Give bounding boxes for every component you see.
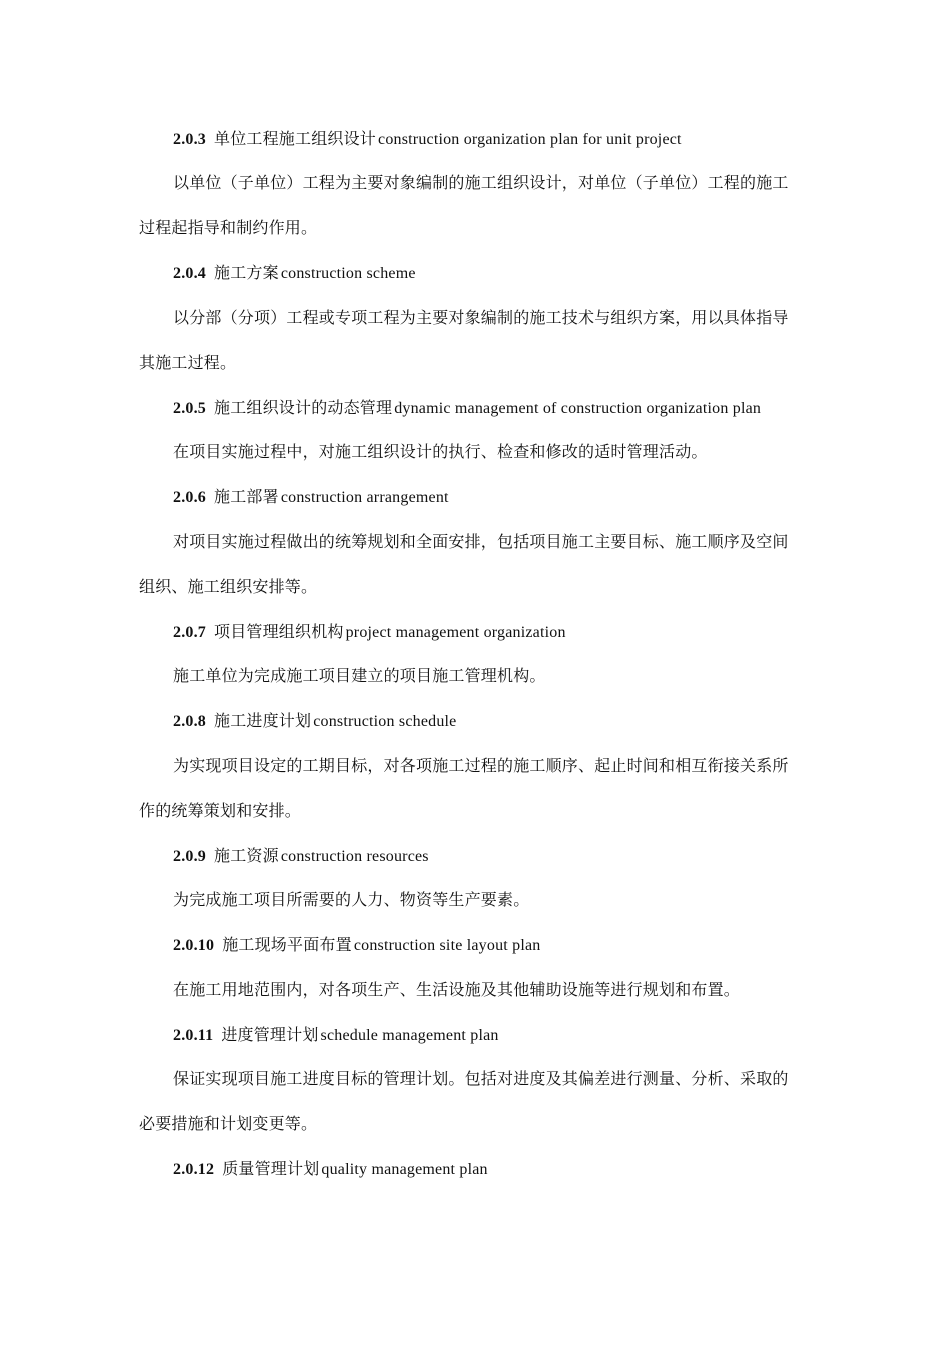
term-number: 2.0.6 <box>173 489 206 506</box>
term-english: schedule management plan <box>320 1027 499 1044</box>
term-number: 2.0.5 <box>173 400 206 417</box>
term-number: 2.0.8 <box>173 713 206 730</box>
term-heading <box>173 487 449 508</box>
term-chinese: 施工方案 <box>214 263 279 282</box>
definition-line: 以单位（子单位）工程为主要对象编制的施工组织设计，对单位（子单位）工程的施工 <box>173 173 789 192</box>
term-english: construction organization plan for unit project <box>378 131 682 148</box>
term-chinese: 施工组织设计的动态管理 <box>214 398 393 417</box>
definition-line: 保证实现项目施工进度目标的管理计划。包括对进度及其偏差进行测量、分析、采取的 <box>173 1069 789 1088</box>
definition-line: 组织、施工组织安排等。 <box>139 577 318 596</box>
term-english: construction scheme <box>280 265 416 282</box>
term-english: construction resources <box>280 848 429 865</box>
term-number: 2.0.7 <box>173 624 206 641</box>
term-number: 2.0.11 <box>173 1027 214 1044</box>
term-heading <box>173 1025 499 1046</box>
term-english: construction schedule <box>313 713 457 730</box>
term-chinese: 进度管理计划 <box>221 1025 319 1044</box>
term-number: 2.0.3 <box>173 131 206 148</box>
definition-line: 以分部（分项）工程或专项工程为主要对象编制的施工技术与组织方案，用以具体指导 <box>173 308 789 327</box>
term-number: 2.0.10 <box>173 937 215 954</box>
term-english: project management organization <box>345 624 566 641</box>
term-chinese: 质量管理计划 <box>222 1159 320 1178</box>
definition-line: 必要措施和计划变更等。 <box>139 1114 318 1133</box>
term-chinese: 施工进度计划 <box>214 711 312 730</box>
term-english: dynamic management of construction organization plan <box>394 400 762 417</box>
definition-line: 在施工用地范围内，对各项生产、生活设施及其他辅助设施等进行规划和布置。 <box>173 980 741 999</box>
term-chinese: 项目管理组织机构 <box>214 622 344 641</box>
definition-line: 在项目实施过程中，对施工组织设计的执行、检查和修改的适时管理活动。 <box>173 442 708 461</box>
term-number: 2.0.12 <box>173 1161 215 1178</box>
term-heading <box>173 711 456 732</box>
term-chinese: 施工现场平面布置 <box>222 935 352 954</box>
term-heading <box>173 622 566 643</box>
term-english: construction site layout plan <box>353 937 541 954</box>
definition-line: 作的统筹策划和安排。 <box>139 801 302 820</box>
term-number: 2.0.4 <box>173 265 206 282</box>
term-chinese: 施工部署 <box>214 487 279 506</box>
term-heading <box>173 935 540 956</box>
definition-line: 对项目实施过程做出的统筹规划和全面安排，包括项目施工主要目标、施工顺序及空间 <box>173 532 789 551</box>
term-english: construction arrangement <box>280 489 449 506</box>
term-heading <box>173 398 761 419</box>
term-chinese: 单位工程施工组织设计 <box>214 129 377 148</box>
term-number: 2.0.9 <box>173 848 206 865</box>
term-heading <box>173 846 429 867</box>
definition-line: 过程起指导和制约作用。 <box>139 218 318 237</box>
term-heading <box>173 129 682 150</box>
definition-line: 为完成施工项目所需要的人力、物资等生产要素。 <box>173 890 530 909</box>
definition-line: 施工单位为完成施工项目建立的项目施工管理机构。 <box>173 666 546 685</box>
term-heading <box>173 1159 488 1180</box>
term-heading <box>173 263 416 284</box>
definition-line: 其施工过程。 <box>139 353 237 372</box>
term-english: quality management plan <box>321 1161 488 1178</box>
definition-line: 为实现项目设定的工期目标，对各项施工过程的施工顺序、起止时间和相互衔接关系所 <box>173 756 789 775</box>
term-chinese: 施工资源 <box>214 846 279 865</box>
